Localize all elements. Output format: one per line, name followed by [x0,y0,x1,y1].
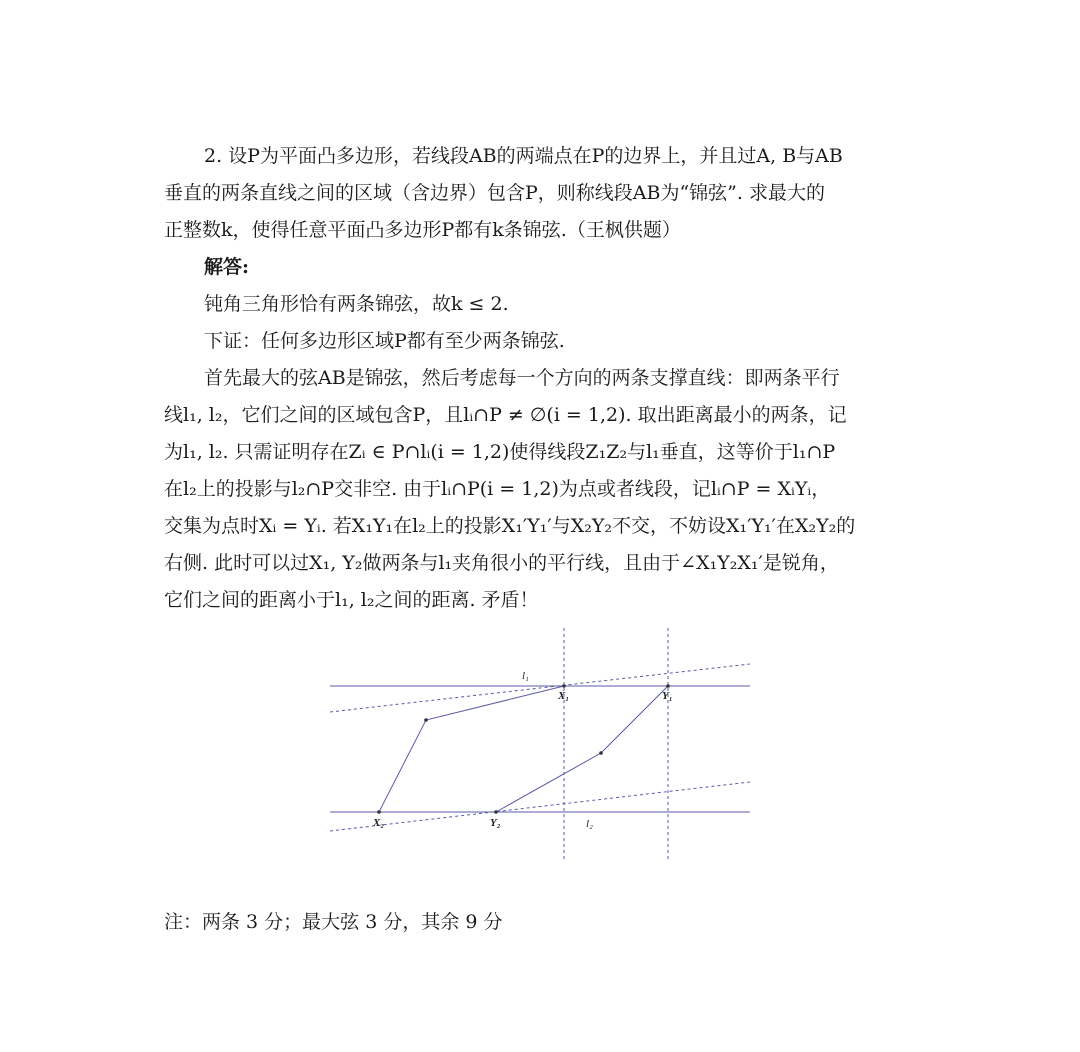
solution-p3-line-7: 它们之间的距离小于l₁, l₂之间的距离. 矛盾！ [164,589,539,611]
geometry-diagram [330,628,750,860]
solution-p3-line-1: 首先最大的弦AB是锦弦，然后考虑每一个方向的两条支撑直线：即两条平行 [204,367,840,389]
vertex-left-upper [424,718,428,722]
label-l2: l₂ [586,818,593,830]
dashed-slant-upper [330,664,750,712]
label-y2: Y₂ [490,817,501,829]
vertex-x2 [377,810,381,814]
solution-heading: 解答: [204,256,250,278]
solution-p3-line-5: 交集为点时Xᵢ = Yᵢ. 若X₁Y₁在l₂上的投影X₁′Y₁′与X₂Y₂不交，不妨设X₁′Y₁′在X₂Y₂的 [164,515,856,537]
vertex-y1 [666,684,670,688]
problem-line-1: 2. 设P为平面凸多边形，若线段AB的两端点在P的边界上，并且过A, B与AB [204,145,843,167]
label-l1: l₁ [522,670,529,682]
vertex-y2 [494,810,498,814]
vertex-x1 [562,684,566,688]
solution-p3-line-3: 为l₁, l₂. 只需证明存在Zᵢ ∈ P∩lᵢ(i = 1,2)使得线段Z₁Z₂与l₁垂直，这等价于l₁∩P [164,441,836,463]
dashed-slant-lower [330,782,750,831]
solution-p3-line-2: 线l₁, l₂，它们之间的区域包含P，且lᵢ∩P ≠ ∅(i = 1,2). 取出距离最小的两条，记 [164,404,847,426]
solution-p3-line-4: 在l₂上的投影与l₂∩P交非空. 由于lᵢ∩P(i = 1,2)为点或者线段，记lᵢ∩P = XᵢYᵢ， [164,478,831,500]
polygon-right-edges [496,686,668,812]
scoring-note: 注：两条 3 分；最大弦 3 分，其余 9 分 [164,911,503,933]
solution-p1: 钝角三角形恰有两条锦弦，故k ≤ 2. [204,293,509,315]
vertex-right-middle [599,751,603,755]
label-x1: X₁ [558,690,570,702]
solution-p3-line-6: 右侧. 此时可以过X₁, Y₂做两条与l₁夹角很小的平行线，且由于∠X₁Y₂X₁′是锐角， [164,552,839,574]
solution-p2: 下证：任何多边形区域P都有至少两条锦弦. [204,330,565,352]
polygon-left-edges [379,686,564,812]
problem-text [164,138,924,619]
problem-line-3: 正整数k，使得任意平面凸多边形P都有k条锦弦.（王枫供题） [164,219,681,241]
label-x2: X₂ [373,817,385,829]
problem-line-2: 垂直的两条直线之间的区域（含边界）包含P，则称线段AB为“锦弦”. 求最大的 [164,182,825,204]
geometry-figure [330,628,750,860]
label-y1: Y₁ [662,690,673,702]
